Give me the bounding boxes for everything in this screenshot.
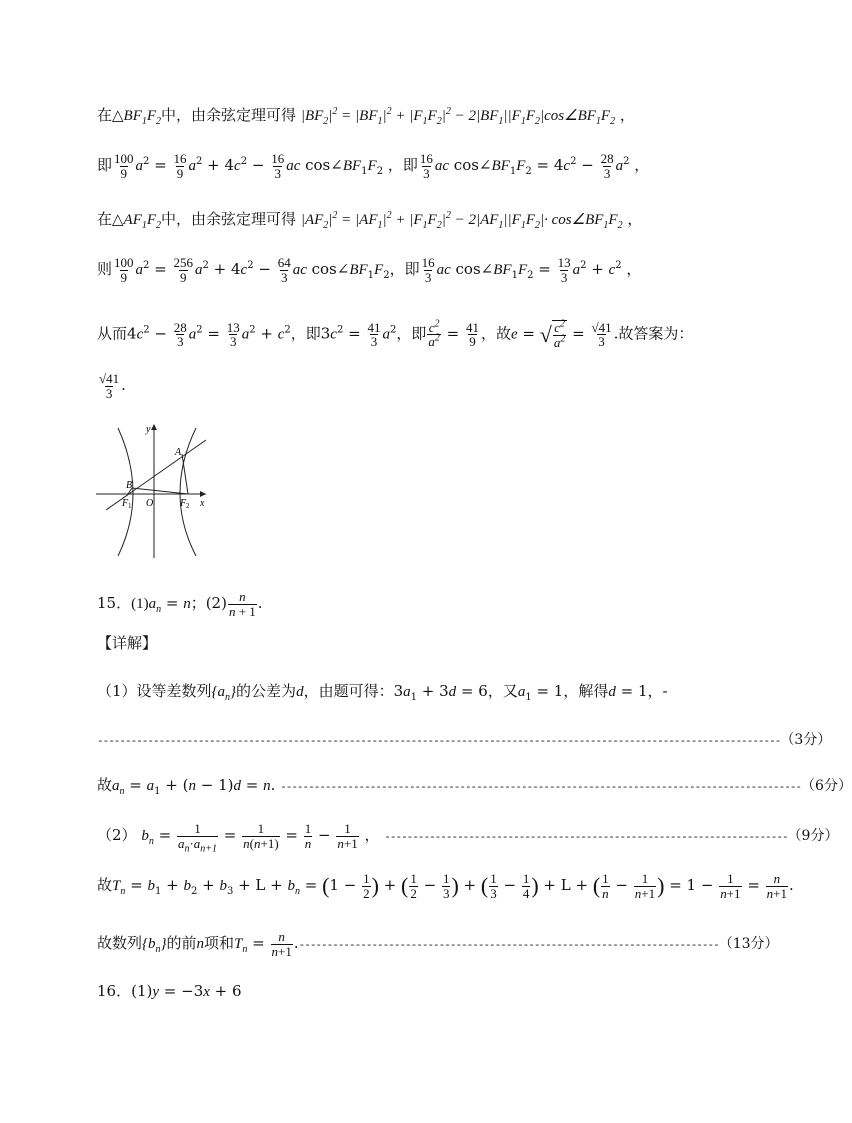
point-label-f1-sub: 1	[128, 502, 132, 510]
question-16: 16．(1)y = −3x + 6	[97, 982, 242, 1000]
step-5: 故数列$\{b_n\}$的前n项和$T_n$ = $\frac{n}{n+1}$ .---------------------------------------------------------------------------（13分）	[97, 929, 779, 959]
question-number: 15．	[97, 594, 132, 613]
line-3: 在$\triangle AF_1F_2$中，由余弦定理可得 $|AF_2|^2 = |AF_1|^2 + |F_1F_2|^2 - 2|AF_1||F_1F_2|\cdot$ $\cos\angle BF_1F_2$ ，	[97, 210, 643, 231]
text: 的公差为	[236, 682, 297, 700]
step-2: 故$a_n = a_1 + (n - 1)d = n$. ---------------------------------------------------------------------------------------------（6分）	[97, 776, 852, 797]
text: .故答案为：	[613, 324, 694, 343]
score: （9分）	[787, 828, 839, 845]
hyperbola-figure	[96, 420, 216, 560]
text: 的前	[166, 934, 197, 953]
text: 故	[97, 776, 113, 794]
origin-label: O	[146, 498, 154, 509]
text: ，解得	[563, 682, 609, 700]
point-label-a: A	[175, 447, 182, 458]
text: 即	[97, 156, 113, 175]
text: 在△	[97, 210, 124, 228]
text: ，即	[396, 324, 427, 343]
text: ，又	[487, 682, 518, 700]
score: （6分）	[801, 778, 852, 794]
step-4: 故$T_n = b_1 + b_2 + b_3 + L + b_n = (1$ − $\frac{1}{2}$ ) + ( $\frac{1}{2}$ − $\frac{1}{3}$ ) + ( $\frac{1}{3}$ − $\frac{1}{4}$ ) + L + ( $\frac{1}{n}$ − $\frac{1}{n+1}$ ) = 1 − $\frac{1}{n+1}$ = $\frac{n}{n+1}$ .	[97, 871, 794, 901]
score: （13分）	[718, 936, 779, 953]
step-3: （2） $b_n$ = $\frac{1}{a_n\cdot a_{n+1}}$ = $\frac{1}{n(n+1)}$ = $\frac{1}{n}$ − $\frac{1}{n+1}$ ， ------------------------------------------------------------------------（9分）	[97, 821, 839, 855]
text: 故	[97, 876, 113, 895]
score: （3分）	[780, 732, 832, 748]
line-1: 在$\triangle BF_1F_2$中，由余弦定理可得 $|BF_2|^2 = |BF_1|^2 + |F_1F_2|^2$ − $2|BF_1||F_1F_2|\cos\angle BF_1F_2$ ，	[97, 106, 635, 127]
axis-label-y: y	[146, 424, 151, 435]
text: 故数列	[97, 934, 143, 953]
text: 在△	[97, 106, 124, 124]
point-label-f2: F	[180, 498, 187, 509]
text: ；(2)	[190, 594, 227, 613]
point-label-b: B	[126, 480, 133, 491]
text: 则	[97, 260, 113, 279]
detail-heading: 【详解】	[97, 634, 158, 652]
step-1: （1）设等差数列$\{a_n\}$的公差为d，由题可得：$3a_1 + 3d = 6$，又$a_1 = 1$，解得d = 1，-	[97, 682, 668, 703]
text: ，即	[389, 260, 420, 279]
text: 从而	[97, 324, 128, 343]
line-2: 即 $\frac{100}{9}$ $a^2$ = $\frac{16}{9}$ $a^2 + 4c^2$ − $\frac{16}{3}$ ac $\cos\angle BF_1F_2$ ，即 $\frac{16}{3}$ ac $\cos\angle BF_1F_2 = 4c^2$ − $\frac{28}{3}$ $a^2$ ，	[97, 151, 650, 181]
question-15: 15．$(1)a_n = n$；(2) $\frac{n}{n + 1}$ .	[97, 589, 263, 619]
score-line-1: --------------------------------------------------------------------------------------------------------------------------（3分）	[97, 732, 832, 748]
text: 项和	[204, 934, 235, 953]
text: ，由题可得：	[303, 682, 394, 700]
line-5: 从而$4c^2$ − $\frac{28}{3}$ $a^2$ = $\frac{13}{3}$ $a^2 + c^2$，即$3c^2$ = $\frac{41}{3}$ $a^2$，即 $\frac{c^2}{a^2}$ = $\frac{41}{9}$ ，故e = √ $\frac{c^2}{a^2}$ = $\frac{√41}{3}$ .故答案为：	[97, 318, 694, 350]
answer-fraction: $\frac{√41}{3}$ .	[99, 371, 126, 401]
text: （2）	[97, 826, 137, 845]
text: 中，由余弦定理可得	[161, 210, 297, 228]
text: ，-	[647, 682, 668, 700]
point-label-f2-sub: 2	[186, 502, 190, 510]
point-label-f1: F	[122, 498, 129, 509]
text: (1)	[131, 596, 149, 613]
axis-label-x: x	[200, 498, 205, 509]
text: ，故	[480, 324, 511, 343]
question-number: 16．(1)	[97, 982, 153, 1000]
line-4: 则 $\frac{100}{9}$ $a^2$ = $\frac{256}{9}$ $a^2 + 4c^2$ − $\frac{64}{3}$ ac $\cos\angle BF_1F_2$，即 $\frac{16}{3}$ ac $\cos\angle BF_1F_2$ = $\frac{13}{3}$ $a^2 + c^2$ ，	[97, 255, 642, 285]
text: （1）设等差数列	[97, 682, 212, 700]
text: 中，由余弦定理可得	[161, 106, 297, 124]
text: ，即	[290, 324, 321, 343]
